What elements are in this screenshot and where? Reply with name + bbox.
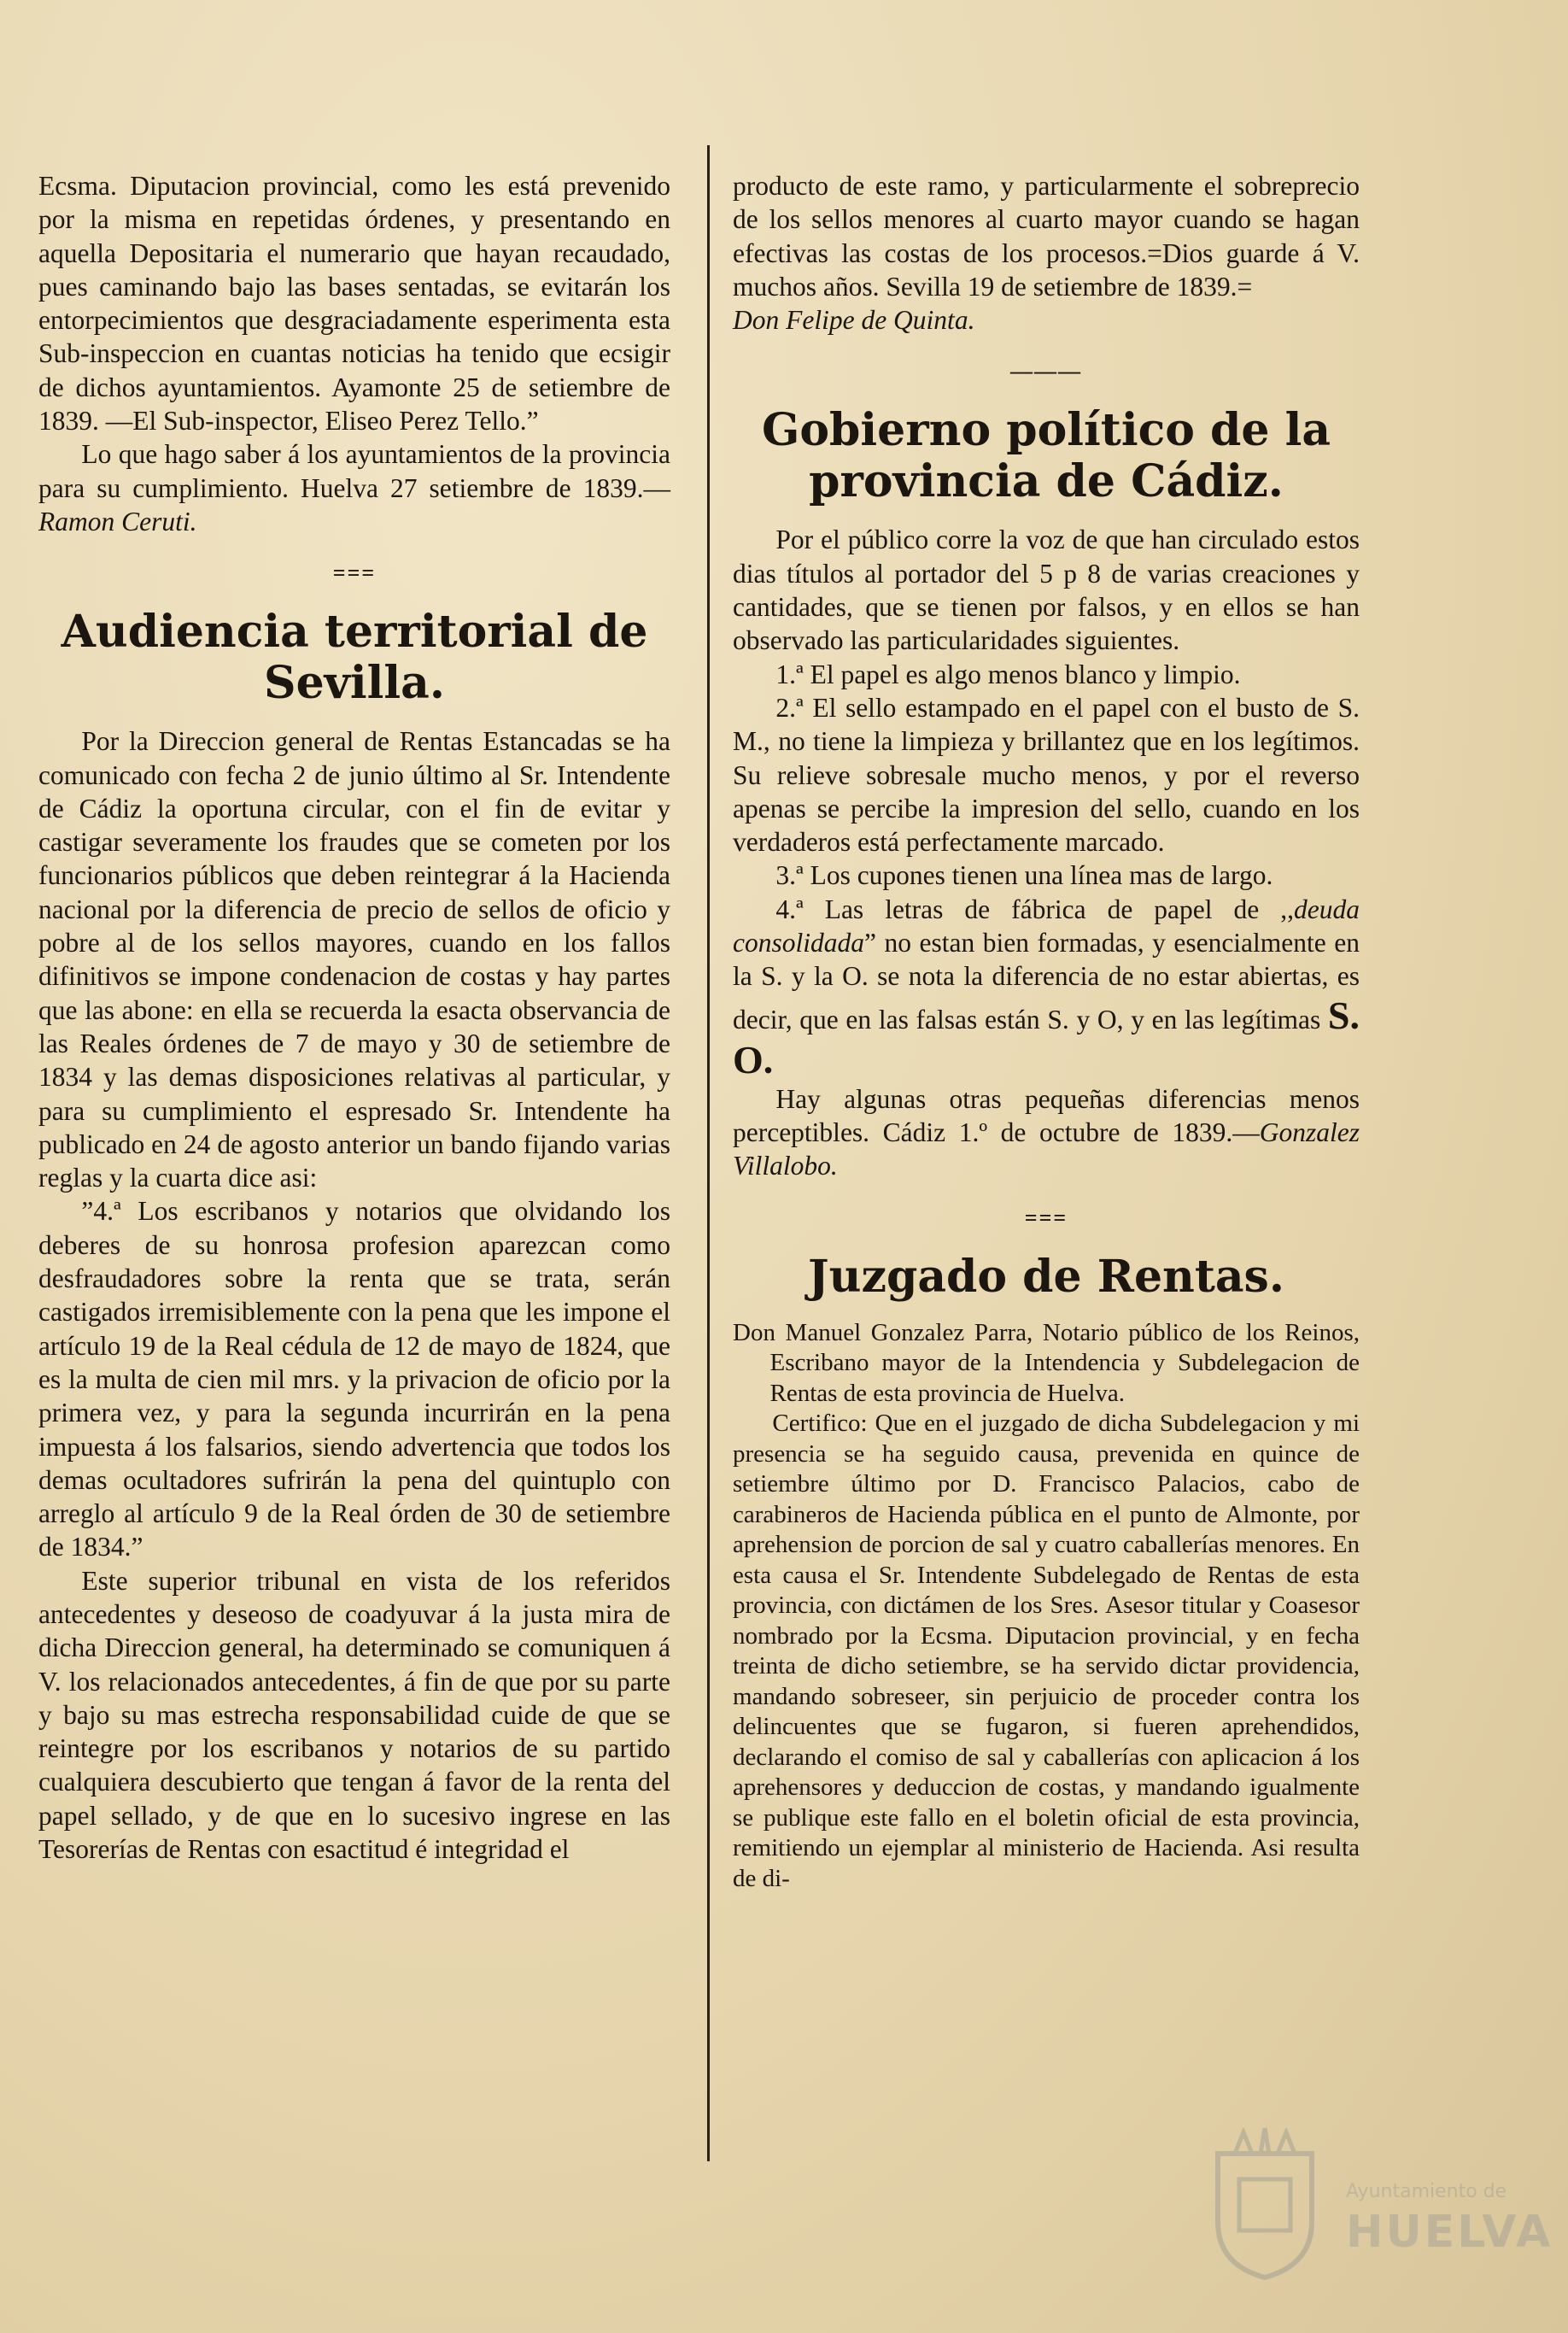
notary-intro: Don Manuel Gonzalez Parra, Notario público de los Reinos, Escribano mayor de la Intendencia y Subdelegacion de Rentas de esta provincia de Huelva. (733, 1318, 1360, 1407)
right-paragraph-1 (733, 169, 1360, 337)
right-paragraph-2: Por el público corre la voz de que han circulado estos dias títulos al portador del 5 p 8 de varias creaciones y cantidades, que se tienen por falsos, y en ellos se han observado las particularidades siguientes. (733, 525, 1360, 656)
watermark-line-2: HUELVA (1346, 2207, 1553, 2258)
left-paragraph-2 (38, 437, 670, 538)
right-paragraph-5: 3.ª Los cupones tienen una línea mas de largo. (775, 860, 1273, 891)
right-paragraph-3: 1.ª El papel es algo menos blanco y limpio. (775, 659, 1241, 689)
section-separator: ——— (1010, 359, 1082, 384)
right-paragraph-6 (733, 893, 1360, 1082)
right-paragraph-6-b: ” no estan bien formadas, y esencialmente en la S. y la O. se nota la diferencia de no estar abiertas, es decir, que en las falsas están S. y O, y en las legítimas (733, 928, 1360, 1035)
right-paragraph-1-text: producto de este ramo, y particularmente el sobreprecio de los sellos menores al cuarto mayor cuando se hagan efectivas las costas de los procesos.=Dios guarde á V. muchos años. Sevilla 19 de setiembre de 1839.= (733, 171, 1360, 302)
right-paragraph-4: 2.ª El sello estampado en el papel con el busto de S. M., no tiene la limpieza y brillantez que en los legítimos. Su relieve sobresale mucho menos, y por el reverso apenas se percibe la impresion del sello, cuando en los verdaderos está perfectamente marcado. (733, 692, 1360, 858)
signature-gonzalez-villalobo: Gonzalez Villalobo. (733, 1117, 1360, 1181)
right-column (733, 169, 1360, 1894)
certification-paragraph: Certifico: Que en el juzgado de dicha Subdelegacion y mi presencia se ha seguido causa, prevenida en quince de setiembre último por D. Francisco Palacios, cabo de carabineros de Hacienda pública en el punto de Almonte, por aprehension de porcion de sal y cuatro caballerías menores. En esta causa el Sr. Intendente Subdelegado de Rentas de esta provincia, con dictámen de los Sres. Asesor titular y Coasesor nombrado por la Ecsma. Diputacion provincial, y en fecha treinta de dicho setiembre, se ha servido dictar providencia, mandando sobreseer, sin perjuicio de proceder contra los delincuentes que se fugaron, si fueren aprehendidos, declarando el comiso de sal y caballerías con aplicacion á los aprehensores y deduccion de costas, y mandando igualmente se publique este fallo en el boletin oficial de esta provincia, remitiendo un ejemplar al ministerio de Hacienda. Asi resulta de di- (733, 1410, 1360, 1892)
signature-felipe-de-quinta: Don Felipe de Quinta. (733, 305, 975, 336)
left-paragraph-4: ”4.ª Los escribanos y notarios que olvidando los deberes de su honrosa profesion aparezcan como desfraudadores sobre la renta que se trata, serán castigados irremisiblemente con la pena que les impone el artículo 19 de la Real cédula de 12 de mayo de 1824, que es la multa de cien mil mrs. y la privacion de oficio por la primera vez, y para la segunda incurrirán en la pena impuesta á los falsarios, siendo advertencia que todos los demas ocultadores sufrirán la pena del quintuplo con arreglo al artículo 9 de la Real órden de 30 de setiembre de 1834.” (38, 1196, 670, 1562)
section-separator: === (332, 560, 377, 586)
left-paragraph-3: Por la Direccion general de Rentas Estancadas se ha comunicado con fecha 2 de junio último al Sr. Intendente de Cádiz la oportuna circular, con el fin de evitar y castigar severamente los fraudes que se cometen por los funcionarios públicos que deben reintegrar á la Hacienda nacional por la diferencia de precio de sellos de oficio y pobre al de los sellos mayores, cuando en los fallos difinitivos se impone condenacion de costas y hay partes que las abone: en ella se recuerda la esacta observancia de las Reales órdenes de 7 de mayo y 30 de setiembre de 1834 y las demas disposiciones relativas al particular, y para su cumplimiento el espresado Sr. Intendente ha publicado en 24 de agosto anterior un bando fijando varias reglas y la cuarta dice asi: (38, 726, 670, 1193)
heading-juzgado-de-rentas: Juzgado de Rentas. (808, 1250, 1284, 1303)
deuda-consolidada-text: deuda consolidada (733, 894, 1360, 958)
left-paragraph-1: Ecsma. Diputacion provincial, como les está prevenido por la misma en repetidas órdenes, y presentando en aquella Depositaria el numerario que hayan recaudado, pues caminando bajo las bases sentadas, se evitarán los entorpecimientos que desgraciadamente esperimenta esta Sub-inspeccion en cuantas noticias ha tenido que ecsigir de dichos ayuntamientos. Ayamonte 25 de setiembre de 1839. —El Sub-inspector, Eliseo Perez Tello.” (38, 171, 670, 437)
left-paragraph-2-text: Lo que hago saber á los ayuntamientos de la provincia para su cumplimiento. Huelva 27 setiembre de 1839.— (38, 439, 670, 503)
signature-ramon-ceruti: Ramon Ceruti. (38, 506, 197, 536)
section-separator: === (1024, 1205, 1068, 1230)
legitimate-letters-sample: S. O. (733, 993, 1360, 1082)
watermark-line-1: Ayuntamiento de (1346, 2181, 1507, 2202)
column-divider (707, 145, 710, 2161)
city-crest-icon (1201, 2128, 1329, 2282)
right-paragraph-7-text: Hay algunas otras pequeñas diferencias menos perceptibles. Cádiz 1.º de octubre de 1839.— (733, 1083, 1360, 1147)
right-paragraph-7 (733, 1082, 1360, 1183)
left-column (38, 169, 670, 1866)
heading-gobierno-politico: Gobierno político de la provincia de Cádiz. (761, 404, 1331, 508)
left-paragraph-5: Este superior tribunal en vista de los referidos antecedentes y deseoso de coadyuvar á la justa mira de dicha Direccion general, ha determinado se comuniquen á V. los relacionados antecedentes, á fin de que por su parte y bajo su mas estrecha responsabilidad cuide de que se reintegre por los escribanos y notarios de su partido cualquiera descubierto que tengan á favor de la renta del papel sellado, y de que en lo sucesivo ingrese en las Tesorerías de Rentas con esactitud é integridad el (38, 1565, 670, 1865)
heading-audiencia: Audiencia territorial de Sevilla. (61, 606, 648, 710)
right-paragraph-6-a: 4.ª Las letras de fábrica de papel de ,, (775, 894, 1295, 924)
archive-watermark (1201, 2128, 1553, 2282)
